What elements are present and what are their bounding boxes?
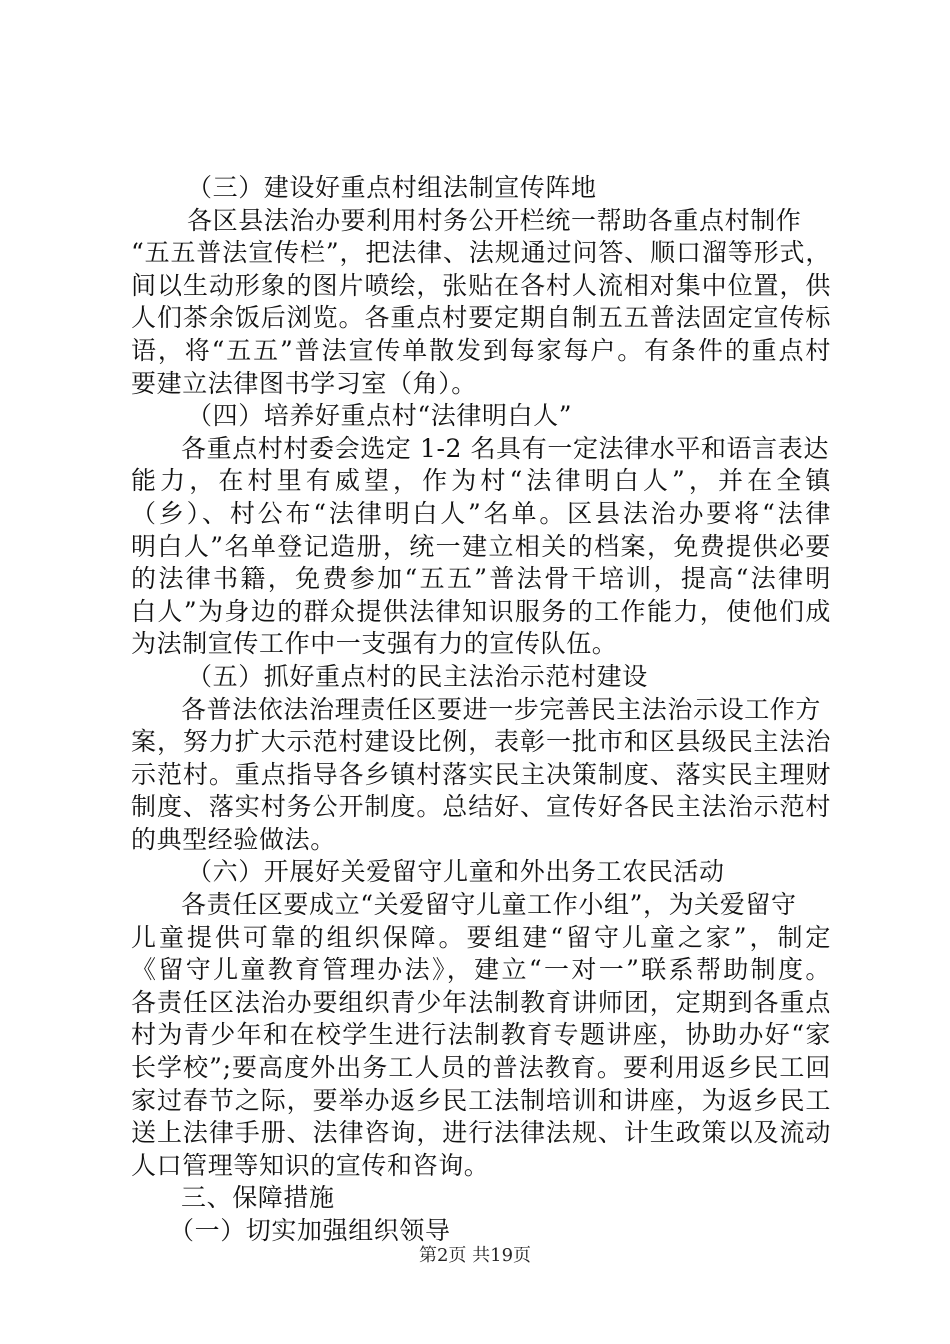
- paragraph-line: 人们茶余饭后浏览。各重点村要定期自制五五普法固定宣传标: [131, 303, 831, 333]
- paragraph-line: 的典型经验做法。: [131, 824, 336, 854]
- paragraph-line: 的法律书籍，免费参加“五五”普法骨干培训，提高“法律明: [131, 564, 831, 594]
- paragraph-line: 长学校”;要高度外出务工人员的普法教育。要利用返乡民工回: [131, 1053, 831, 1083]
- page-number-footer: 第2页 共19页: [418, 1245, 532, 1266]
- paragraph-line: 各责任区法治办要组织青少年法制教育讲师团，定期到各重点: [131, 987, 831, 1017]
- paragraph-line: 家过春节之际，要举办返乡民工法制培训和讲座，为返乡民工: [131, 1085, 831, 1115]
- paragraph-line: 能力，在村里有威望，作为村“法律明白人”，并在全镇: [131, 466, 831, 496]
- paragraph-line: 示范村。重点指导各乡镇村落实民主决策制度、落实民主理财: [131, 759, 831, 789]
- section-heading-3: （三）建设好重点村组法制宣传阵地: [187, 173, 597, 202]
- document-body: [131, 172, 831, 1248]
- paragraph-line: 送上法律手册、法律咨询，进行法律法规、计生政策以及流动: [131, 1118, 831, 1148]
- section-heading-6: （六）开展好关爱留守儿童和外出务工农民活动: [187, 857, 725, 887]
- paragraph-line: 间以生动形象的图片喷绘，张贴在各村人流相对集中位置，供: [131, 270, 831, 300]
- paragraph-line: 语，将“五五”普法宣传单散发到每家每户。有条件的重点村: [131, 335, 831, 365]
- paragraph-line: 要建立法律图书学习室（角）。: [131, 368, 477, 398]
- paragraph-line: 制度、落实村务公开制度。总结好、宣传好各民主法治示范村: [131, 792, 831, 822]
- section-heading-1: （一）切实加强组织领导: [169, 1216, 451, 1245]
- paragraph-line: 村为青少年和在校学生进行法制教育专题讲座，协助办好“家: [131, 1020, 831, 1050]
- paragraph-line: 各责任区要成立“关爱留守儿童工作小组”，为关爱留守: [181, 890, 797, 920]
- paragraph-line: 白人”为身边的群众提供法律知识服务的工作能力，使他们成: [131, 596, 831, 626]
- section-heading-4: （四）培养好重点村“法律明白人”: [187, 401, 573, 431]
- paragraph-line: 人口管理等知识的宣传和咨询。: [131, 1150, 490, 1180]
- paragraph-line: 明白人”名单登记造册，统一建立相关的档案，免费提供必要: [131, 531, 831, 561]
- paragraph-line: 儿童提供可靠的组织保障。要组建“留守儿童之家”，制定: [131, 922, 831, 952]
- paragraph-line: 为法制宣传工作中一支强有力的宣传队伍。: [131, 629, 618, 659]
- paragraph-line: “五五普法宣传栏”，把法律、法规通过问答、顺口溜等形式，: [131, 238, 831, 268]
- chapter-heading: 三、保障措施: [181, 1183, 335, 1213]
- paragraph-line: 各普法依法治理责任区要进一步完善民主法治示设工作方: [181, 694, 822, 724]
- section-heading-5: （五）抓好重点村的民主法治示范村建设: [187, 661, 648, 691]
- paragraph-line: 案，努力扩大示范村建设比例，表彰一批市和区县级民主法治: [131, 727, 831, 757]
- paragraph-line: 各重点村村委会选定 1-2 名具有一定法律水平和语言表达: [181, 433, 829, 463]
- paragraph-line: 各区县法治办要利用村务公开栏统一帮助各重点村制作: [187, 205, 802, 235]
- paragraph-line: 《留守儿童教育管理办法》，建立“一对一”联系帮助制度。: [131, 955, 831, 985]
- paragraph-line: （乡）、村公布“法律明白人”名单。区县法治办要将“法律: [131, 498, 831, 528]
